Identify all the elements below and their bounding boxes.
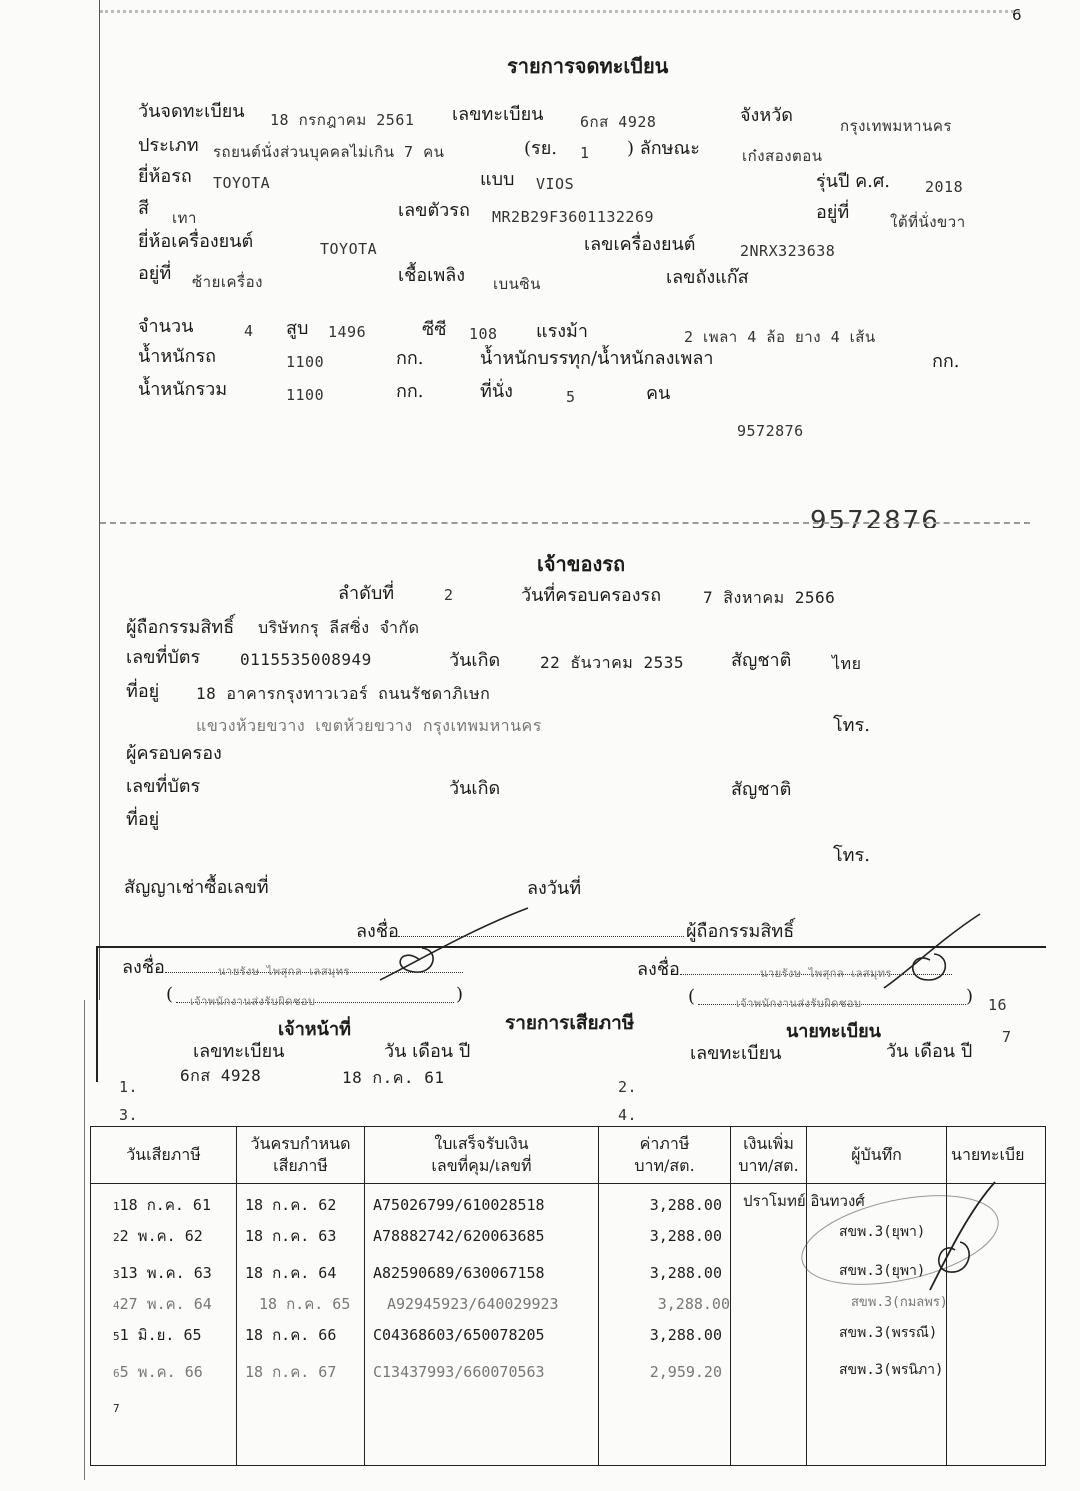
registration-title: รายการจดทะเบียน: [507, 54, 669, 78]
registrar-sign-label: ลงชื่อ: [637, 959, 680, 980]
col-paid-date: วันเสียภาษี: [91, 1127, 237, 1184]
axles-value: 2 เพลา 4 ล้อ ยาง 4 เส้น: [684, 328, 876, 346]
due-date-cells: [237, 1184, 365, 1466]
tax-amount: 2,959.20: [649, 1363, 722, 1381]
engine-brand-value: TOYOTA: [320, 240, 378, 258]
reg-date-value: 18 กรกฎาคม 2561: [270, 111, 415, 129]
seq-label: ลำดับที่: [338, 583, 395, 604]
tax-date-label-left: วัน เดือน ปี: [384, 1041, 471, 1062]
brand-value: TOYOTA: [213, 174, 271, 192]
possessor-id-label: เลขที่บัตร: [126, 776, 201, 797]
holder-label: ผู้ถือกรรมสิทธิ์: [126, 617, 235, 638]
fuel-value: เบนซิน: [493, 275, 541, 293]
serial-number-small: 9572876: [737, 422, 804, 440]
registrar-stamp: นายรังษ ไพสุกล เลสมุทร: [760, 967, 892, 980]
seq-value: 2: [444, 586, 454, 604]
serial-number-large: 9572876: [810, 506, 940, 528]
left-margin-line-lower: [84, 1000, 85, 1480]
col-due-date: วันครบกำหนด เสียภาษี: [237, 1127, 365, 1184]
officer-label: เจ้าหน้าที่: [278, 1019, 351, 1040]
type-label: ประเภท: [138, 135, 199, 156]
total-weight-unit: กก.: [396, 381, 424, 402]
holder-value: บริษัทกรุ ลีสซิ่ง จำกัด: [258, 618, 420, 637]
receipt-number: A78882742/620063685: [373, 1227, 545, 1245]
chassis-label: เลขตัวรถ: [398, 200, 470, 221]
due-date: 18 ก.ค. 65: [259, 1295, 351, 1313]
possessor-address-label: ที่อยู่: [126, 809, 160, 830]
page-number: 6: [1012, 6, 1022, 24]
persons-label: คน: [646, 383, 671, 404]
total-weight-label: น้ำหนักรวม: [138, 379, 228, 400]
seats-label: ที่นั่ง: [480, 381, 513, 402]
phone-label: โทร.: [833, 715, 870, 736]
address-line1: 18 อาคารกรุงทาวเวอร์ ถนนรัชดาภิเษก: [196, 684, 491, 703]
officer-stamp: นายรังษ ไพสุกล เลสมุทร: [218, 965, 350, 978]
color-label: สี: [138, 198, 149, 219]
id-value: 0115535008949: [240, 650, 372, 669]
col-registrar: นายทะเบีย: [947, 1127, 1046, 1184]
col-recorder: ผู้บันทึก: [807, 1127, 947, 1184]
contract-label: สัญญาเช่าซื้อเลขที่: [124, 877, 269, 898]
brand-label: ยี่ห้อรถ: [138, 166, 192, 187]
tax-box-left: [96, 946, 98, 1082]
contract-date-label: ลงวันที่: [527, 878, 582, 899]
officer-sign-label: ลงชื่อ: [122, 957, 165, 978]
table-row: 22 พ.ค. 62: [113, 1227, 203, 1245]
birth-value: 22 ธันวาคม 2535: [540, 653, 684, 672]
reg-no-label: เลขทะเบียน: [452, 104, 544, 125]
table-row: 427 พ.ค. 64: [113, 1295, 212, 1313]
due-date: 18 ก.ค. 67: [245, 1363, 337, 1381]
reg-date-label: วันจดทะเบียน: [138, 101, 245, 122]
color-value: เทา: [172, 209, 197, 227]
province-label: จังหวัด: [740, 105, 793, 126]
receipt-number: A75026799/610028518: [373, 1196, 545, 1214]
reg-no-value: 6กส 4928: [580, 113, 657, 131]
possession-date-label: วันที่ครอบครองรถ: [521, 585, 662, 606]
recorder: ปราโมทย์ อินทวงศ์: [743, 1192, 865, 1210]
weight-value: 1100: [286, 353, 325, 371]
gas-tank-label: เลขถังแก๊ส: [666, 267, 749, 288]
hp-value: 108: [469, 325, 498, 343]
tax-title: รายการเสียภาษี: [505, 1012, 635, 1034]
engine-brand-label: ยี่ห้อเครื่องยนต์: [138, 231, 254, 252]
table-row: 51 มิ.ย. 65: [113, 1326, 202, 1344]
possession-date-value: 7 สิงหาคม 2566: [703, 588, 836, 607]
tax-box-top: [96, 946, 1046, 948]
nationality-value: ไทย: [832, 654, 862, 673]
receipt-number: A82590689/630067158: [373, 1264, 545, 1282]
table-row: 7: [113, 1402, 120, 1415]
receipt-number: C04368603/650078205: [373, 1326, 545, 1344]
chassis-location-value: ใต้ที่นั่งขวา: [890, 213, 966, 231]
registrar-paren-open: (: [688, 986, 696, 1007]
tax-date-value: 18 ก.ค. 61: [342, 1068, 445, 1087]
signature-owner: [360, 900, 560, 990]
top-scan-edge: [100, 10, 1020, 13]
year-label: รุ่นปี ค.ศ.: [816, 171, 891, 192]
table-row: 118 ก.ค. 61: [113, 1196, 211, 1214]
engine-location-value: ซ้ายเครื่อง: [192, 273, 263, 291]
tax-reg-no-label-right: เลขทะเบียน: [690, 1043, 782, 1064]
nationality-label: สัญชาติ: [731, 650, 792, 671]
province-value: กรุงเทพมหานคร: [840, 117, 952, 135]
possessor-nationality-label: สัญชาติ: [731, 779, 792, 800]
weight-label: น้ำหนักรถ: [138, 346, 217, 367]
chassis-location-label: อยู่ที่: [816, 202, 850, 223]
officer-paren-open: (: [166, 984, 174, 1005]
tax-amount-cells: [599, 1184, 731, 1466]
type-value: รถยนต์นั่งส่วนบุคคลไม่เกิน 7 คน: [213, 143, 445, 161]
address-label: ที่อยู่: [126, 681, 160, 702]
hp-label: แรงม้า: [536, 321, 589, 342]
tax-amount: 3,288.00: [649, 1227, 722, 1245]
registrar-label: นายทะเบียน: [786, 1021, 881, 1042]
receipt-number: C13437993/660070563: [373, 1363, 545, 1381]
tax-table-header: [91, 1127, 1046, 1184]
model-value: VIOS: [536, 175, 575, 193]
col-surcharge: เงินเพิ่ม บาท/สต.: [731, 1127, 807, 1184]
signature-registrar: [880, 910, 990, 1000]
tax-entry-3: 3.: [119, 1106, 139, 1124]
cylinders-value: 4: [244, 322, 254, 340]
characteristic-label: ) ลักษณะ: [627, 138, 700, 159]
officer-paren-close: ): [456, 984, 464, 1005]
tax-entry-2: 2.: [618, 1078, 638, 1096]
cc-value: 1496: [328, 323, 367, 341]
due-date: 18 ก.ค. 63: [245, 1227, 337, 1245]
year-value: 2018: [925, 178, 964, 196]
weight-unit: กก.: [396, 348, 424, 369]
recorder: สขพ.3(พรนิภา): [839, 1362, 944, 1378]
owner-sign-label: ลงชื่อ: [356, 921, 399, 942]
side-number-1: 16: [988, 996, 1008, 1014]
owner-sign-role: ผู้ถือกรรมสิทธิ์: [686, 921, 795, 942]
fold-line: [100, 522, 1030, 524]
table-row: 65 พ.ค. 66: [113, 1363, 203, 1381]
engine-no-value: 2NRX323638: [740, 242, 836, 260]
possessor-birth-label: วันเกิด: [449, 778, 501, 799]
total-weight-value: 1100: [286, 386, 325, 404]
possessor-phone-label: โทร.: [833, 845, 870, 866]
col-receipt: ใบเสร็จรับเงิน เลขที่คุม/เลขที่: [365, 1127, 599, 1184]
paid-date-cells: [91, 1184, 237, 1466]
seats-value: 5: [566, 388, 576, 406]
model-label: แบบ: [480, 169, 515, 190]
tax-amount: 3,288.00: [649, 1196, 722, 1214]
id-label: เลขที่บัตร: [126, 647, 201, 668]
table-row: 313 พ.ค. 63: [113, 1264, 212, 1282]
receipt-number: A92945923/640029923: [387, 1295, 559, 1313]
tax-entry-4: 4.: [618, 1106, 638, 1124]
load-unit: กก.: [932, 351, 960, 372]
due-date: 18 ก.ค. 64: [245, 1264, 337, 1282]
address-line2: แขวงห้วยขวาง เขตห้วยขวาง กรุงเทพมหานคร: [196, 716, 542, 735]
due-date: 18 ก.ค. 66: [245, 1326, 337, 1344]
engine-no-label: เลขเครื่องยนต์: [584, 234, 696, 255]
due-date: 18 ก.ค. 62: [245, 1196, 337, 1214]
receipt-cells: [365, 1184, 599, 1466]
owner-title: เจ้าของรถ: [537, 552, 626, 576]
possessor-label: ผู้ครอบครอง: [126, 743, 222, 764]
recorder: สขพ.3(พรรณี): [839, 1325, 938, 1341]
cc-label: ซีซี: [422, 319, 447, 340]
left-margin-line: [99, 0, 100, 1000]
registrar-paren-close: ): [966, 986, 974, 1007]
tax-amount: 3,288.00: [657, 1295, 730, 1313]
recorder-stamp: [780, 1180, 1040, 1330]
cylinders-label: สูบ: [286, 318, 309, 339]
count-label: จำนวน: [138, 316, 194, 337]
recorder: สขพ.3(ยุพา): [839, 1263, 926, 1279]
birth-label: วันเกิด: [449, 650, 501, 671]
tax-date-label-right: วัน เดือน ปี: [886, 1041, 973, 1062]
ry-value: 1: [580, 144, 590, 162]
fuel-label: เชื้อเพลิง: [398, 265, 466, 286]
officer-stamp-position: เจ้าพนักงานส่งรับผิดชอบ: [190, 995, 316, 1008]
recorder: สขพ.3(ยุพา): [839, 1224, 926, 1240]
registrar-stamp-position: เจ้าพนักงานส่งรับผิดชอบ: [736, 997, 862, 1010]
col-tax-amount: ค่าภาษี บาท/สต.: [599, 1127, 731, 1184]
ry-label: (รย.: [524, 138, 557, 159]
load-label: น้ำหนักบรรทุก/น้ำหนักลงเพลา: [480, 348, 714, 369]
tax-amount: 3,288.00: [649, 1264, 722, 1282]
recorder: สขพ.3(กมลพร): [851, 1295, 948, 1310]
chassis-value: MR2B29F3601132269: [492, 208, 655, 226]
side-number-2: 7: [1002, 1028, 1012, 1046]
characteristic-value: เก๋งสองตอน: [742, 147, 823, 165]
tax-reg-no-label-left: เลขทะเบียน: [193, 1041, 285, 1062]
engine-location-label: อยู่ที่: [138, 263, 172, 284]
tax-amount: 3,288.00: [649, 1326, 722, 1344]
tax-entry-1: 1.: [119, 1078, 139, 1096]
tax-reg-no-value: 6กส 4928: [180, 1066, 262, 1085]
